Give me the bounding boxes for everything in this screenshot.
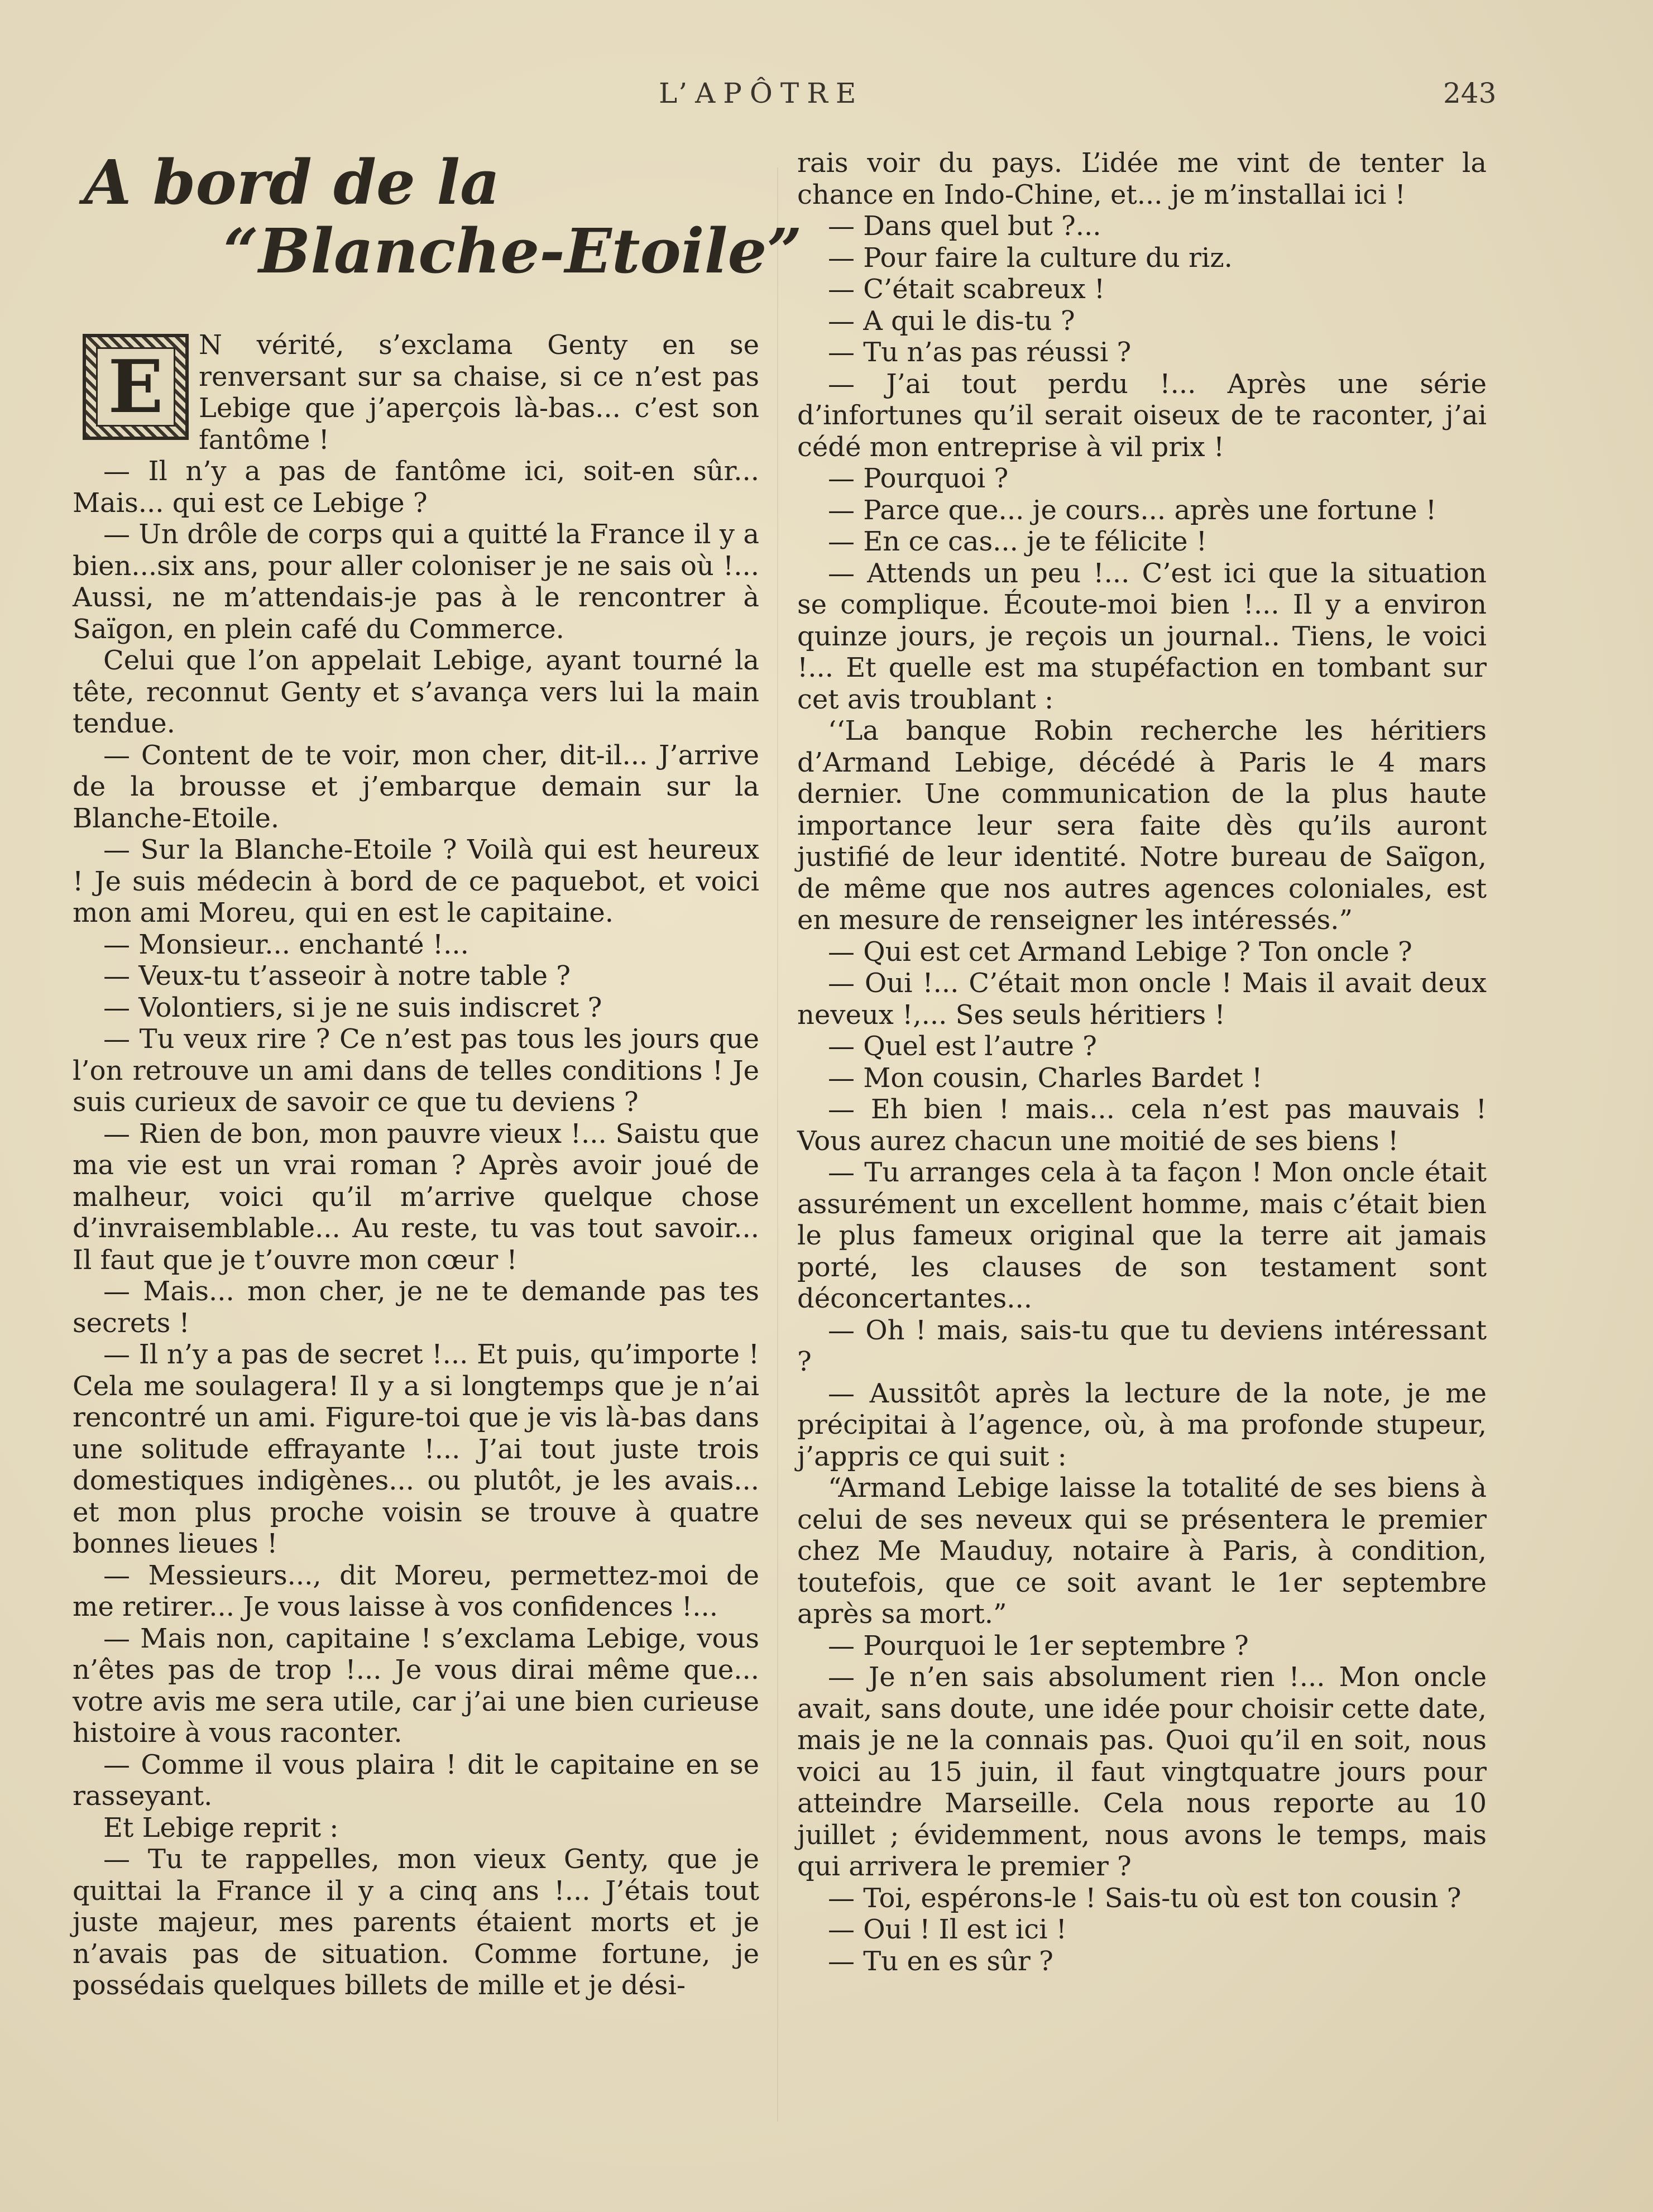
paragraph: — Aussitôt après la lecture de la note, je me précipitai à l’agence, où, à ma profonde stupeur, j’appris ce qui suit : — [797, 1377, 1487, 1472]
paragraph: — Je n’en sais absolument rien !... Mon oncle avait, sans doute, une idée pour choisir cette date, mais je ne la connais pas. Quoi qu’il en soit, nous voici au 15 juin, il faut vingtquatre jours pour atteindre Marseille. Cela nous reporte au 10 juillet ; évidemment, nous avons le temps, mais qui arrivera le premier ? — [797, 1662, 1487, 1882]
paragraph: — Tu arranges cela à ta façon ! Mon oncle était assurément un excellent homme, mais c’était bien le plus fameux original que la terre ait jamais porté, les clauses de son testament sont déconcertantes... — [797, 1157, 1487, 1314]
article-title-line-2: “Blanche-Etoile” — [223, 215, 802, 287]
right-column — [797, 147, 1487, 1977]
paragraph: Et Lebige reprit : — [103, 1812, 339, 1844]
column-gutter — [777, 167, 778, 2122]
paragraph: — Il n’y a pas de secret !... Et puis, qu’importe ! Cela me soulagera! Il y a si longtemps que je n’ai rencontré un ami. Figure-toi que je vis là-bas dans une solitude effrayante !... J’ai tout juste trois domestiques indigènes... ou plutôt, je les avais... et mon plus proche voisin se trouve à quatre bonnes lieues ! — [73, 1339, 759, 1559]
paragraph: — Un drôle de corps qui a quitté la France il y a bien...six ans, pour aller coloniser je ne sais où !... Aussi, ne m’attendais-je pas à le rencontrer à Saïgon, en plein café du Commerce. — [73, 519, 759, 645]
paragraph: — Tu te rappelles, mon vieux Genty, que je quittai la France il y a cinq ans !... J’étais tout juste majeur, mes parents étaient morts et je n’avais pas de situation. Comme fortune, je possédais quelques billets de mille et je dési- — [73, 1844, 759, 2001]
paragraph: — Content de te voir, mon cher, dit-il... J’arrive de la brousse et j’embarque demain sur la Blanche-Etoile. — [73, 739, 759, 834]
paragraph: — Oui ! Il est ici ! — [828, 1914, 1067, 1945]
paragraph: — Tu n’as pas réussi ? — [828, 337, 1132, 368]
left-column — [73, 329, 759, 2002]
paragraph: — Parce que... je cours... après une fortune ! — [828, 494, 1437, 526]
paragraph: — A qui le dis-tu ? — [828, 305, 1075, 337]
paragraph: — Quel est l’autre ? — [828, 1031, 1097, 1062]
paragraph: — Rien de bon, mon pauvre vieux !... Saistu que ma vie est un vrai roman ? Après avoir joué de malheur, voici qu’il m’arrive quelque chose d’invraisemblable... Au reste, tu vas tout savoir... Il faut que je t’ouvre mon cœur ! — [73, 1118, 759, 1276]
paragraph: — Pourquoi le 1er septembre ? — [828, 1630, 1249, 1662]
paragraph: — Oui !... C’était mon oncle ! Mais il avait deux neveux !,... Ses seuls héritiers ! — [797, 968, 1487, 1031]
paragraph: Celui que l’on appelait Lebige, ayant tourné la tête, reconnut Genty et s’avança vers lui la main tendue. — [73, 645, 759, 739]
paragraph: — Mon cousin, Charles Bardet ! — [828, 1062, 1263, 1094]
paragraph: “Armand Lebige laisse la totalité de ses biens à celui de ses neveux qui se présentera le premier chez Me Mauduy, notaire à Paris, à condition, toutefois, que ce soit avant le 1er septembre après sa mort.” — [797, 1472, 1487, 1630]
paragraph: — Toi, espérons-le ! Sais-tu où est ton cousin ? — [828, 1882, 1462, 1914]
paragraph: ‘‘La banque Robin recherche les héritiers d’Armand Lebige, décédé à Paris le 4 mars dernier. Une communication de la plus haute importance leur sera faite dès qu’ils auront justifié de leur identité. Notre bureau de Saïgon, de même que nos autres agences coloniales, est en mesure de renseigner les intéressés.” — [797, 715, 1487, 936]
paragraph: — Pour faire la culture du riz. — [828, 242, 1233, 274]
paragraph: rais voir du pays. L’idée me vint de tenter la chance en Indo-Chine, et... je m’installai ici ! — [797, 147, 1487, 210]
paragraph: N vérité, s’exclama Genty en se renversant sur sa chaise, si ce n’est pas Lebige que j’aperçois là-bas... c’est son fantôme ! — [199, 329, 759, 456]
paragraph: — Messieurs..., dit Moreu, permettez-moi de me retirer... Je vous laisse à vos confidences !... — [73, 1559, 759, 1622]
paragraph: — Monsieur... enchanté !... — [103, 928, 469, 960]
paragraph: — Mais... mon cher, je ne te demande pas tes secrets ! — [73, 1276, 759, 1339]
paragraph: — Il n’y a pas de fantôme ici, soit-en sûr... Mais... qui est ce Lebige ? — [73, 456, 759, 519]
article-title-line-1: A bord de la — [84, 146, 500, 218]
paragraph: — J’ai tout perdu !... Après une série d’infortunes qu’il serait oiseux de te raconter, j’ai cédé mon entreprise à vil prix ! — [797, 368, 1487, 463]
paragraph: — C’était scabreux ! — [828, 274, 1105, 305]
paragraph: — Pourquoi ? — [828, 463, 1009, 494]
running-title: L’APÔTRE — [659, 77, 864, 109]
paragraph: — Comme il vous plaira ! dit le capitaine en se rasseyant. — [73, 1749, 759, 1812]
paragraph: — Volontiers, si je ne suis indiscret ? — [103, 992, 602, 1023]
paragraph: — Veux-tu t’asseoir à notre table ? — [103, 960, 571, 992]
paragraph: — Attends un peu !... C’est ici que la situation se complique. Écoute-moi bien !... Il y a environ quinze jours, je reçois un journal.. Tiens, le voici !... Et quelle est ma stupéfaction en tombant sur cet avis troublant : — [797, 557, 1487, 715]
paragraph: — Tu en es sûr ? — [828, 1945, 1053, 1977]
page-number: 243 — [1443, 77, 1497, 109]
paragraph: — Sur la Blanche-Etoile ? Voilà qui est heureux ! Je suis médecin à bord de ce paquebot, et voici mon ami Moreu, qui en est le capitaine. — [73, 834, 759, 928]
dropcap-letter: E — [96, 347, 175, 427]
paragraph: — Mais non, capitaine ! s’exclama Lebige, vous n’êtes pas de trop !... Je vous dirai même que... votre avis me sera utile, car j’ai une bien curieuse histoire à vous raconter. — [73, 1622, 759, 1749]
ornamental-dropcap — [83, 334, 189, 440]
paragraph: — Dans quel but ?... — [828, 210, 1101, 242]
paragraph: — Eh bien ! mais... cela n’est pas mauvais ! Vous aurez chacun une moitié de ses biens ! — [797, 1094, 1487, 1157]
paragraph: — Tu veux rire ? Ce n’est pas tous les jours que l’on retrouve un ami dans de telles conditions ! Je suis curieux de savoir ce que tu deviens ? — [73, 1023, 759, 1118]
paragraph: — Qui est cet Armand Lebige ? Ton oncle ? — [828, 936, 1412, 968]
paragraph: — Oh ! mais, sais-tu que tu deviens intéressant ? — [797, 1314, 1487, 1377]
paragraph: — En ce cas... je te félicite ! — [828, 526, 1208, 557]
